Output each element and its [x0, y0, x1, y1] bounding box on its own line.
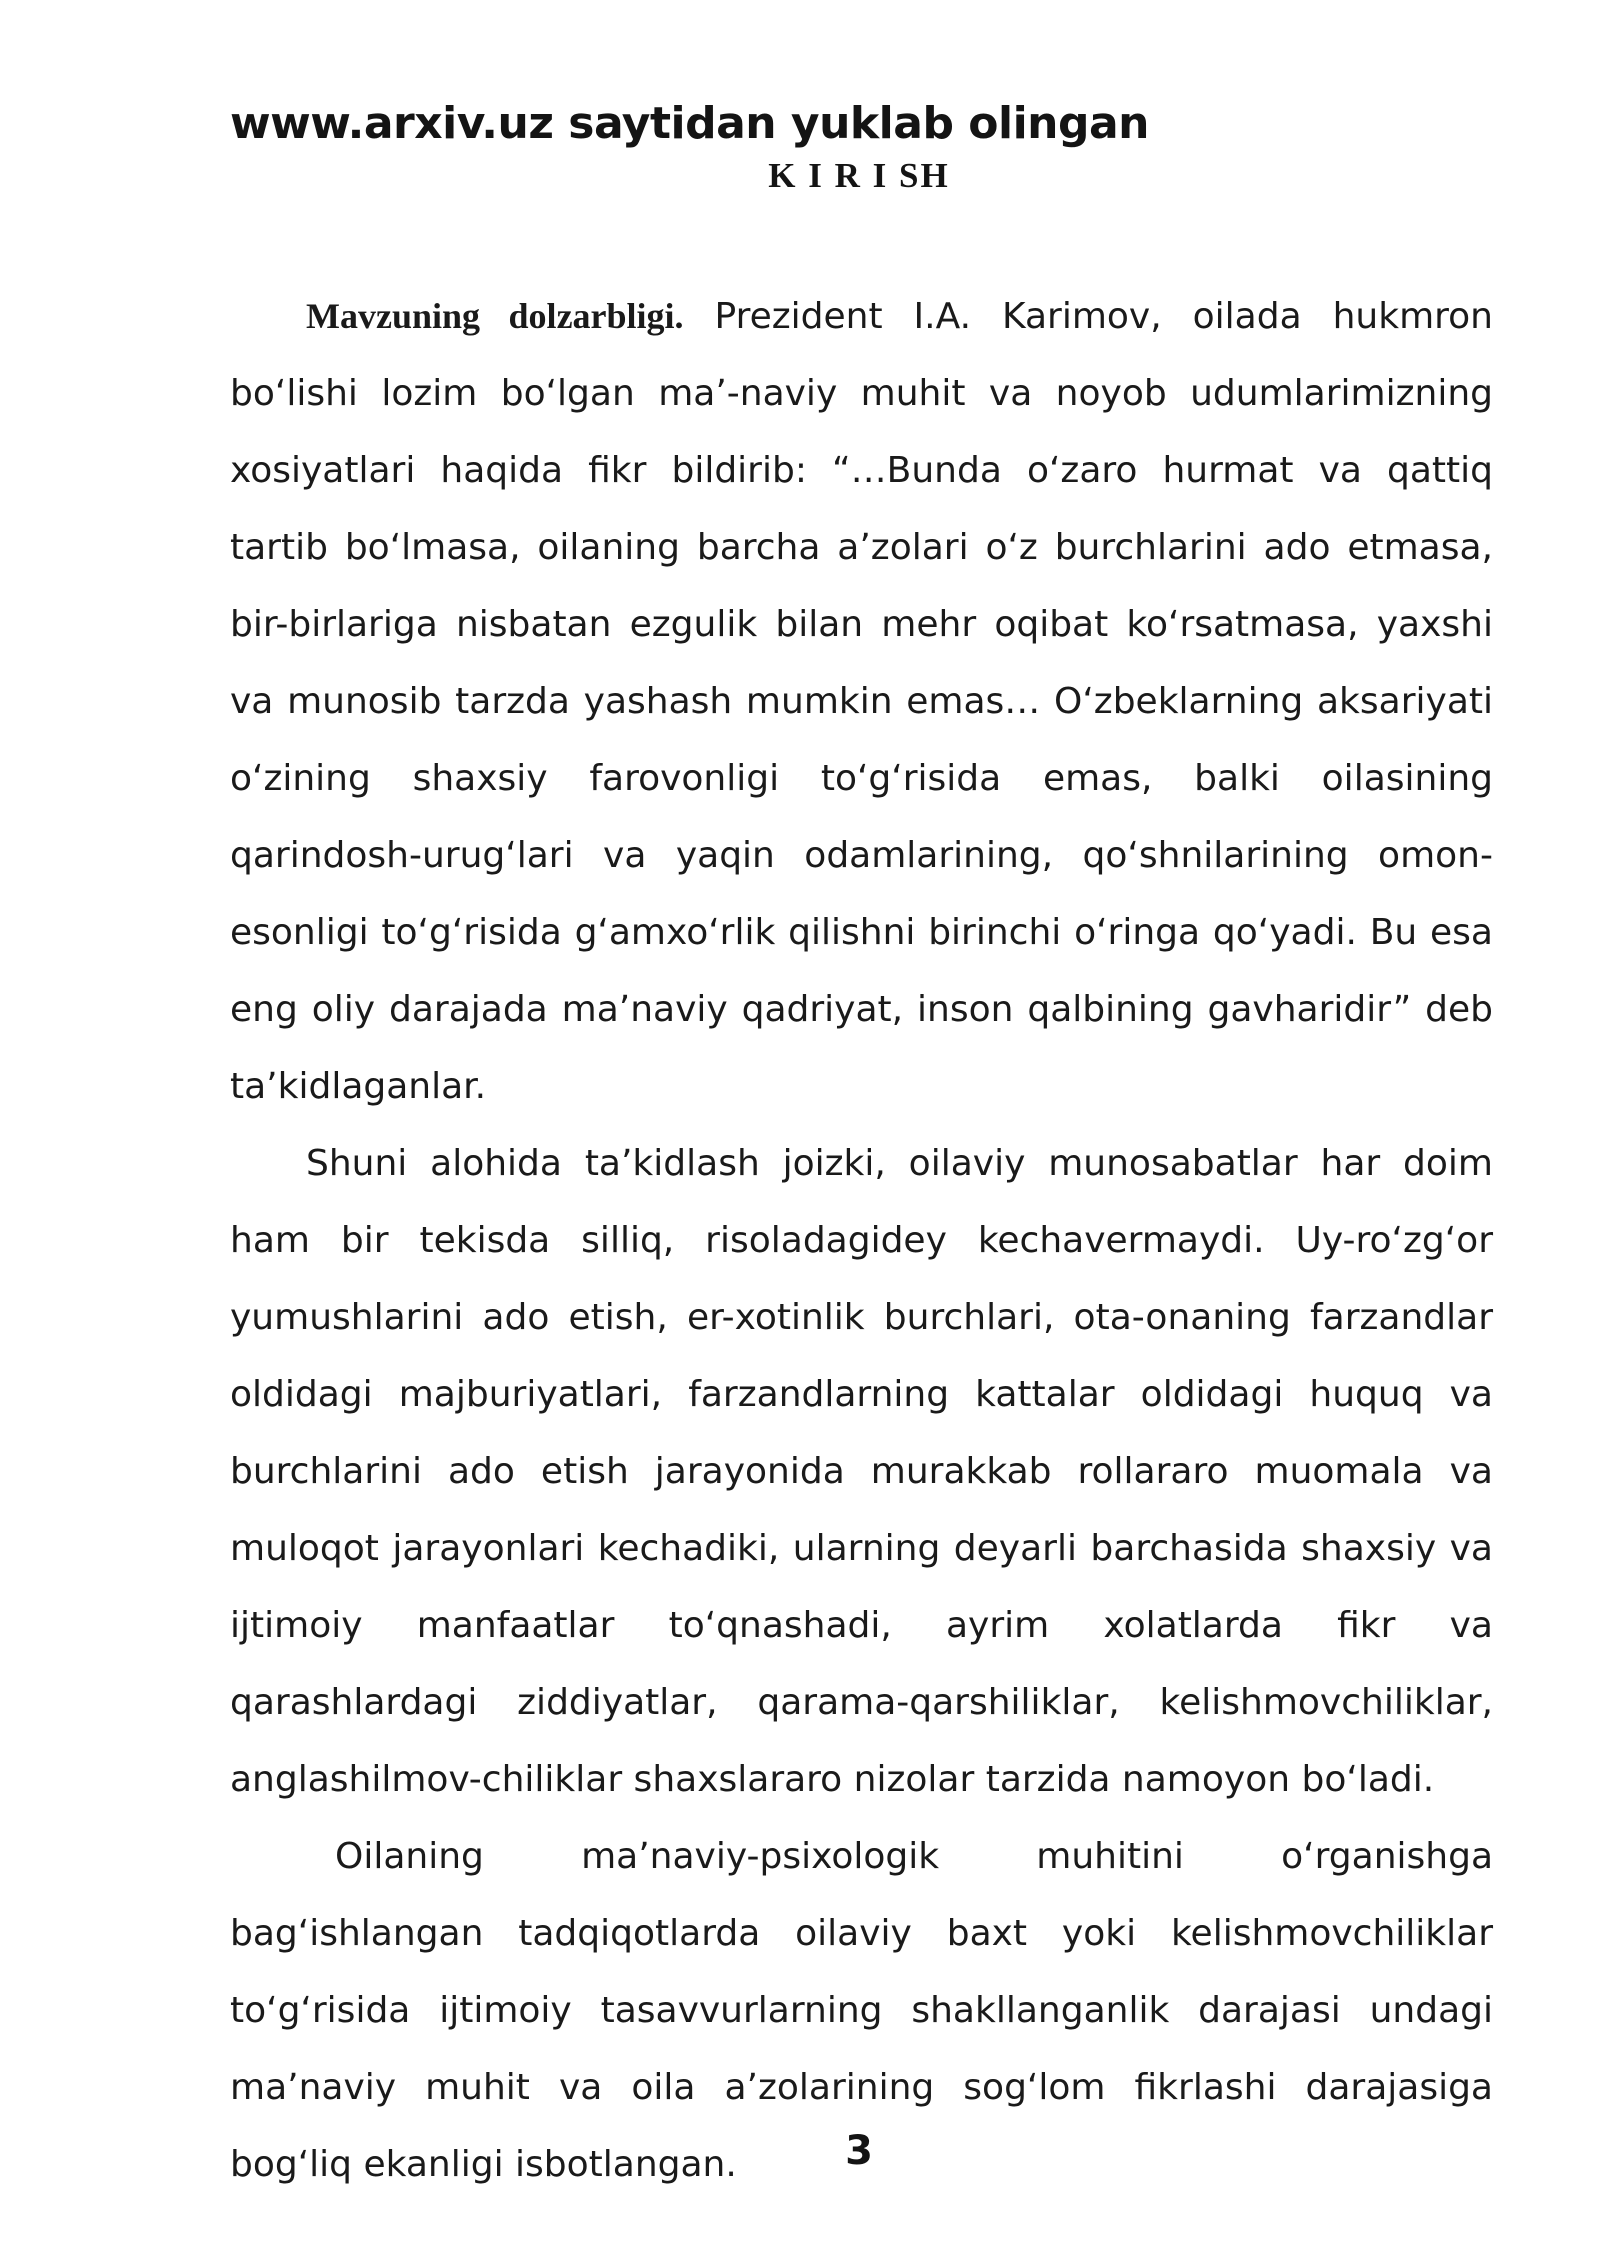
section-heading: K I R I SH [768, 156, 950, 195]
paragraph-lead-title: Mavzuning dolzarbligi. [306, 296, 684, 336]
paragraph-1 [230, 278, 1493, 1125]
page-number: 3 [845, 2128, 873, 2174]
paragraph-2: Shuni alohida ta’kidlash joizki, oilaviy munosabatlar har doim ham bir tekisda silliq, risoladagidey kechavermaydi. Uy-ro‘zg‘or yumushlarini ado etish, er-xotinlik burchlari, ota-onaning farzandlar oldidagi majburiyatlari, farzandlarning kattalar oldidagi huquq va burchlarini ado etish jarayonida murakkab rollararo muomala va muloqot jarayonlari kechadiki, ularning deyarli barchasida shaxsiy va ijtimoiy manfaatlar to‘qnashadi, ayrim xolatlarda fikr va qarashlardagi ziddiyatlar, qarama-qarshiliklar, kelishmovchiliklar, anglashilmov-chiliklar shaxslararo nizolar tarzida namoyon bo‘ladi. [230, 1143, 1493, 1800]
paragraph-1-text: Prezident I.A. Karimov, oilada hukmron bo‘lishi lozim bo‘lgan ma’-naviy muhit va noyob udumlarimizning xosiyatlari haqida fikr bildirib: “…Bunda o‘zaro hurmat va qattiq tartib bo‘lmasa, oilaning barcha a’zolari o‘z burchlarini ado etmasa, bir-birlariga nisbatan ezgulik bilan mehr oqibat ko‘rsatmasa, yaxshi va munosib tarzda yashash mumkin emas… O‘zbeklarning aksariyati o‘zining shaxsiy farovonligi to‘g‘risida emas, balki oilasining qarindosh-urug‘lari va yaqin odamlarining, qo‘shnilarining omon-esonligi to‘g‘risida g‘amxo‘rlik qilishni birinchi o‘ringa qo‘yadi. Bu esa eng oliy darajada ma’naviy qadriyat, inson qalbining gavharidir” deb ta’kidlaganlar. [230, 296, 1493, 1107]
paragraph-3: Oilaning ma’naviy-psixologik muhitini o‘rganishga bag‘ishlangan tadqiqotlarda oilaviy baxt yoki kelishmovchiliklar to‘g‘risida ijtimoiy tasavvurlarning shakllanganlik darajasi undagi ma’naviy muhit va oila a’zolarining sog‘lom fikrlashi darajasiga bog‘liq ekanligi isbotlangan. [230, 1836, 1493, 2185]
source-watermark-line: www.arxiv.uz saytidan yuklab olingan [230, 98, 1149, 149]
body-text [230, 278, 1493, 2203]
